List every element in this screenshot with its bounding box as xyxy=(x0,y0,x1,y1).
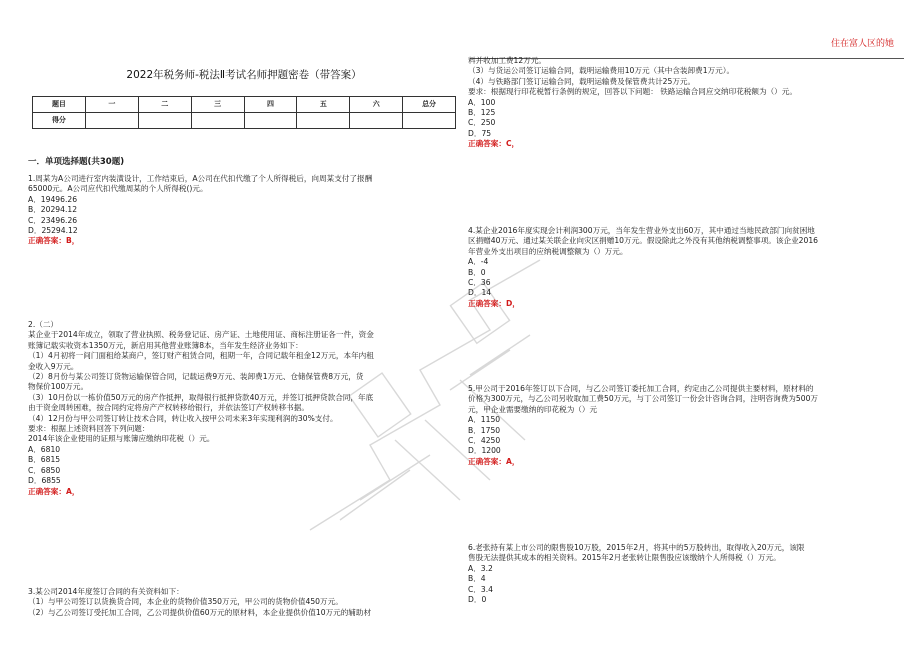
question-line: 售股无法提供其成本的相关资料。2015年2月老张转让限售股应该缴纳个人所得税（）万元。 xyxy=(468,553,781,563)
question-line: （3）与货运公司签订运输合同，载明运输费用10万元（其中含装卸费1万元）。 xyxy=(468,66,735,76)
option-b[interactable]: B．20294.12 xyxy=(28,205,78,215)
question-6 xyxy=(468,543,900,605)
answer-label: 正确答案：C， xyxy=(468,139,520,149)
question-line: 元，甲企业需要缴纳的印花税为（）元 xyxy=(468,404,598,414)
question-line: 2.（二） xyxy=(28,320,59,329)
question-line: 65000元。A公司应代扣代缴周某的个人所得税()元。 xyxy=(28,184,208,194)
option-a[interactable]: A．6810 xyxy=(28,444,61,454)
question-line: 某企业于2014年成立，领取了营业执照、税务登记证、房产证、土地使用证、商标注册证各一件，资金 xyxy=(28,330,374,340)
score-cell[interactable] xyxy=(350,113,403,129)
question-line: （4）12月份与甲公司签订转让技术合同，转让收入按甲公司未来3年实现利润的30%支付。 xyxy=(28,413,338,423)
answer-label: 正确答案：B， xyxy=(28,236,80,246)
question-3 xyxy=(28,587,460,618)
score-header-cell: 六 xyxy=(350,97,403,113)
question-line: 3.某公司2014年度签订合同的有关资料如下： xyxy=(28,587,184,596)
option-d[interactable]: D．1200 xyxy=(468,446,501,456)
question-line: （1）4月初将一间门面租给某商户，签订财产租赁合同，租期一年，合同记载年租金12万元，本年内租 xyxy=(28,351,374,361)
option-a[interactable]: A．19496.26 xyxy=(28,194,78,204)
score-header-cell: 题目 xyxy=(33,97,86,113)
question-line: 要求：根据上述资料回答下列问题： xyxy=(28,424,150,434)
option-b[interactable]: B．0 xyxy=(468,267,486,277)
score-cell[interactable] xyxy=(297,113,350,129)
answer-label: 正确答案：A， xyxy=(468,456,520,466)
section-title: 一．单项选择题(共30题) xyxy=(28,157,125,167)
option-c[interactable]: C．36 xyxy=(468,278,491,288)
score-header-cell: 二 xyxy=(138,97,191,113)
score-table-header-row xyxy=(33,97,456,113)
score-row-label: 得分 xyxy=(33,113,86,129)
score-header-cell: 四 xyxy=(244,97,297,113)
option-c[interactable]: C．6850 xyxy=(28,465,61,475)
option-c[interactable]: C．250 xyxy=(468,118,496,128)
question-line: 由于资金周转困难，按合同约定将房产产权转移给银行，并依法签订产权转移书据。 xyxy=(28,403,309,413)
option-a[interactable]: A．-4 xyxy=(468,257,489,267)
question-line: 账簿记载实收资本1350万元，新启用其他营业账簿8本，当年发生经济业务如下： xyxy=(28,340,303,350)
option-c[interactable]: C．23496.26 xyxy=(28,215,78,225)
option-a[interactable]: A．1150 xyxy=(468,415,501,425)
option-b[interactable]: B．1750 xyxy=(468,425,501,435)
score-header-cell: 总分 xyxy=(403,97,456,113)
answer-label: 正确答案：A， xyxy=(28,486,80,496)
question-5 xyxy=(468,384,900,467)
question-line: 金收入9万元。 xyxy=(28,361,79,371)
question-3-continued xyxy=(468,56,900,150)
score-header-cell: 一 xyxy=(85,97,138,113)
score-cell[interactable] xyxy=(138,113,191,129)
score-table-score-row xyxy=(33,113,456,129)
score-header-cell: 三 xyxy=(191,97,244,113)
score-cell[interactable] xyxy=(191,113,244,129)
question-line: 物保价100万元。 xyxy=(28,382,89,392)
option-d[interactable]: D．25294.12 xyxy=(28,226,78,236)
question-line: （2）8月份与某公司签订货物运输保管合同，记载运费9万元、装卸费1万元、仓储保管费8万元，货 xyxy=(28,372,364,382)
answer-label: 正确答案：D， xyxy=(468,298,520,308)
question-line: 要求：根据现行印花税暂行条例的规定，回答以下问题： 铁路运输合同应交纳印花税额为（）元。 xyxy=(468,87,797,97)
question-line: （3）10月份以一栋价值50万元的房产作抵押，取得银行抵押贷款40万元，并签订抵押贷款合同，年底 xyxy=(28,392,374,402)
question-line: 2014年该企业使用的证照与账簿应缴纳印花税（）元。 xyxy=(28,434,215,444)
question-line: （2）与乙公司签订受托加工合同，乙公司提供价值60万元的原材料，本企业提供价值10万元的辅助材 xyxy=(28,607,372,617)
question-line: 区捐赠40万元、通过某关联企业向灾区捐赠10万元。假设除此之外没有其他纳税调整事项。该企业2016 xyxy=(468,236,818,246)
option-c[interactable]: C．4250 xyxy=(468,436,501,446)
question-line: （4）与铁路部门签订运输合同，载明运输费及保管费共计25万元。 xyxy=(468,76,696,86)
question-line: 4.某企业2016年度实现会计利润300万元，当年发生营业外支出60万，其中通过当地民政部门向贫困地 xyxy=(468,226,815,235)
score-header-cell: 五 xyxy=(297,97,350,113)
option-d[interactable]: D．75 xyxy=(468,128,492,138)
question-line: 料并收加工费12万元。 xyxy=(468,56,547,65)
option-a[interactable]: A．100 xyxy=(468,97,496,107)
question-4 xyxy=(468,226,900,309)
question-line: 1.周某为A公司进行室内装潢设计，工作结束后，A公司在代扣代缴了个人所得税后，向周某支付了报酬 xyxy=(28,174,373,183)
page-title: 2022年税务师-税法Ⅱ考试名师押题密卷（带答案） xyxy=(126,69,362,81)
score-cell[interactable] xyxy=(403,113,456,129)
option-d[interactable]: D．0 xyxy=(468,595,487,605)
option-b[interactable]: B．125 xyxy=(468,108,496,118)
option-d[interactable]: D．6855 xyxy=(28,476,61,486)
score-cell[interactable] xyxy=(85,113,138,129)
question-line: 价格为300万元，与乙公司另收取加工费50万元，与丁公司签订一份会计咨询合同，注明咨询费为500万 xyxy=(468,394,818,404)
question-2 xyxy=(28,320,460,497)
question-line: 5.甲公司于2016年签订以下合同，与乙公司签订委托加工合同，约定由乙公司提供主要材料，原材料的 xyxy=(468,384,814,393)
option-d[interactable]: D．14 xyxy=(468,288,492,298)
option-b[interactable]: B．6815 xyxy=(28,455,61,465)
brand-label: 住在富人区的她 xyxy=(830,39,894,49)
option-b[interactable]: B．4 xyxy=(468,574,486,584)
score-cell[interactable] xyxy=(244,113,297,129)
option-a[interactable]: A．3.2 xyxy=(468,563,493,573)
score-table xyxy=(32,96,456,129)
question-1 xyxy=(28,174,460,247)
question-line: 年营业外支出项目的应纳税调整额为（）万元。 xyxy=(468,246,628,256)
question-line: （1）与甲公司签订以货换货合同，本企业的货物价值350万元，甲公司的货物价值450万元。 xyxy=(28,597,343,607)
option-c[interactable]: C．3.4 xyxy=(468,584,493,594)
question-line: 6.老张持有某上市公司的限售股10万股，2015年2月，将其中的5万股转出，取得收入20万元，该限 xyxy=(468,543,805,552)
